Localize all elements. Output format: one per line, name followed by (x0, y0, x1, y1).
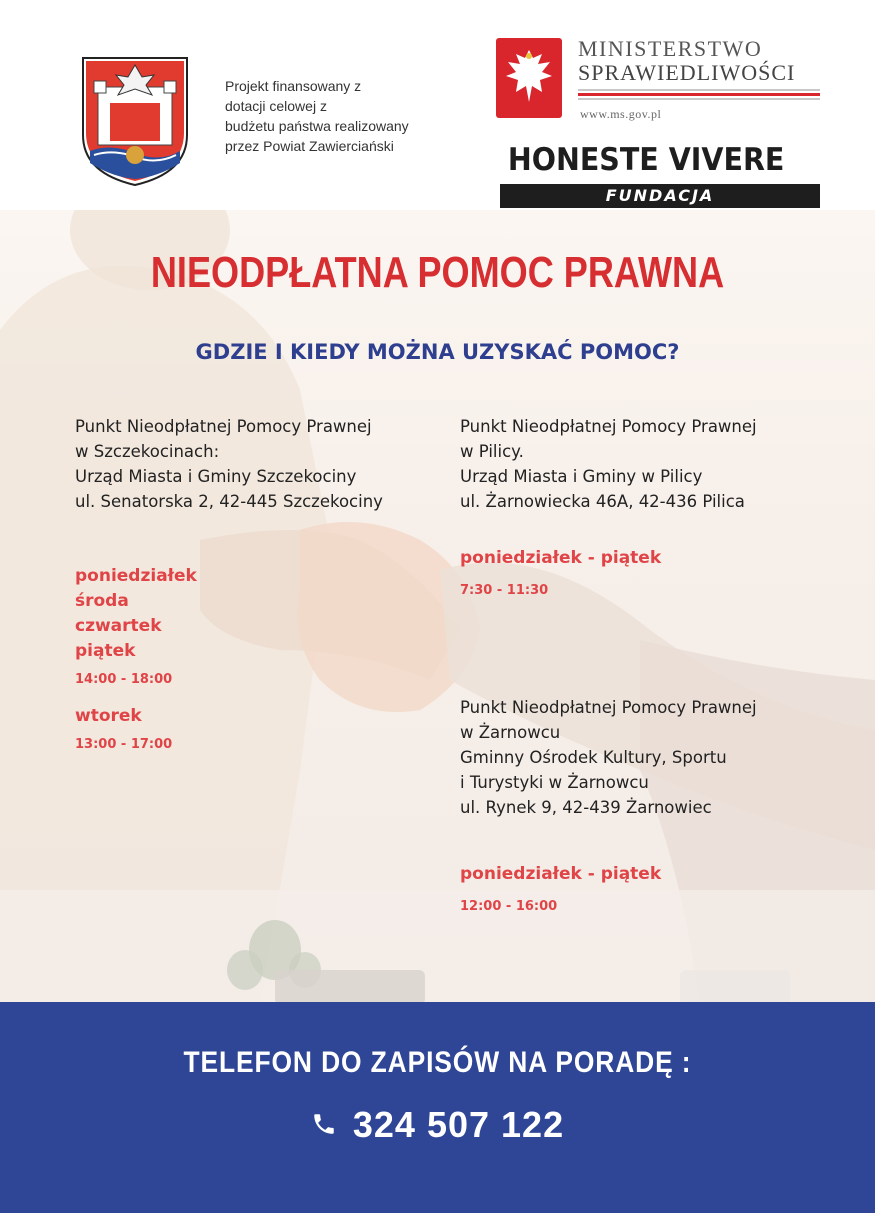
schedule-day: piątek (75, 641, 136, 661)
schedule-day: poniedziałek - piątek (460, 548, 662, 568)
funding-line: Projekt finansowany z (225, 78, 362, 94)
address-line: Urząd Miasta i Gminy w Pilicy (460, 467, 703, 486)
address-line: Punkt Nieodpłatnej Pomocy Prawnej (460, 698, 757, 717)
address-line: w Szczekocinach: (75, 442, 220, 461)
address-line: Gminny Ośrodek Kultury, Sportu (460, 748, 727, 767)
schedule-hours: 13:00 - 17:00 (75, 737, 173, 752)
schedule-day: środa (75, 591, 129, 611)
funding-line: dotacji celowej z (225, 98, 327, 114)
schedule-day: wtorek (75, 706, 142, 726)
ministry-url: www.ms.gov.pl (580, 107, 662, 121)
point-zarnowiec-address (460, 695, 757, 820)
address-line: Punkt Nieodpłatnej Pomocy Prawnej (460, 417, 757, 436)
page-subtitle: GDZIE I KIEDY MOŻNA UZYSKAĆ POMOC? (195, 340, 680, 364)
ministry-name-line1: MINISTERSTWO (578, 36, 763, 61)
coat-of-arms-icon (80, 55, 190, 187)
schedule-hours: 14:00 - 18:00 (75, 672, 173, 687)
ministry-name-line2: SPRAWIEDLIWOŚCI (578, 60, 796, 85)
address-line: ul. Żarnowiecka 46A, 42-436 Pilica (460, 492, 745, 511)
polish-eagle-icon (496, 38, 562, 118)
address-line: Punkt Nieodpłatnej Pomocy Prawnej (75, 417, 372, 436)
schedule-day: poniedziałek (75, 566, 197, 586)
schedule-day: czwartek (75, 616, 162, 636)
address-line: Urząd Miasta i Gminy Szczekociny (75, 467, 357, 486)
phone-number-row[interactable] (0, 1104, 875, 1146)
point-pilica-address (460, 414, 757, 514)
page-title: NIEODPŁATNA POMOC PRAWNA (150, 248, 725, 297)
schedule-hours: 12:00 - 16:00 (460, 899, 558, 914)
address-line: ul. Rynek 9, 42-439 Żarnowiec (460, 798, 712, 817)
funding-note (225, 76, 409, 156)
point-szczekociny-address (75, 414, 383, 514)
address-line: ul. Senatorska 2, 42-445 Szczekociny (75, 492, 383, 511)
schedule-day: poniedziałek - piątek (460, 864, 662, 884)
phone-icon (311, 1111, 337, 1137)
funding-line: budżetu państwa realizowany (225, 118, 409, 134)
point-pilica-schedule (460, 546, 661, 601)
ministry-stripes (578, 89, 820, 101)
phone-number[interactable]: 324 507 122 (352, 1104, 565, 1145)
point-zarnowiec-schedule (460, 862, 661, 917)
address-line: i Turystyki w Żarnowcu (460, 773, 649, 792)
address-line: w Żarnowcu (460, 723, 561, 742)
foundation-name: HONESTE VIVERE (507, 142, 785, 178)
funding-line: przez Powiat Zawierciański (225, 138, 394, 154)
foundation-label: FUNDACJA (500, 184, 820, 208)
address-line: w Pilicy. (460, 442, 524, 461)
point-szczekociny-schedule (75, 564, 197, 755)
footer-title: TELEFON DO ZAPISÓW NA PORADĘ : (183, 1046, 692, 1079)
schedule-hours: 7:30 - 11:30 (460, 583, 549, 598)
